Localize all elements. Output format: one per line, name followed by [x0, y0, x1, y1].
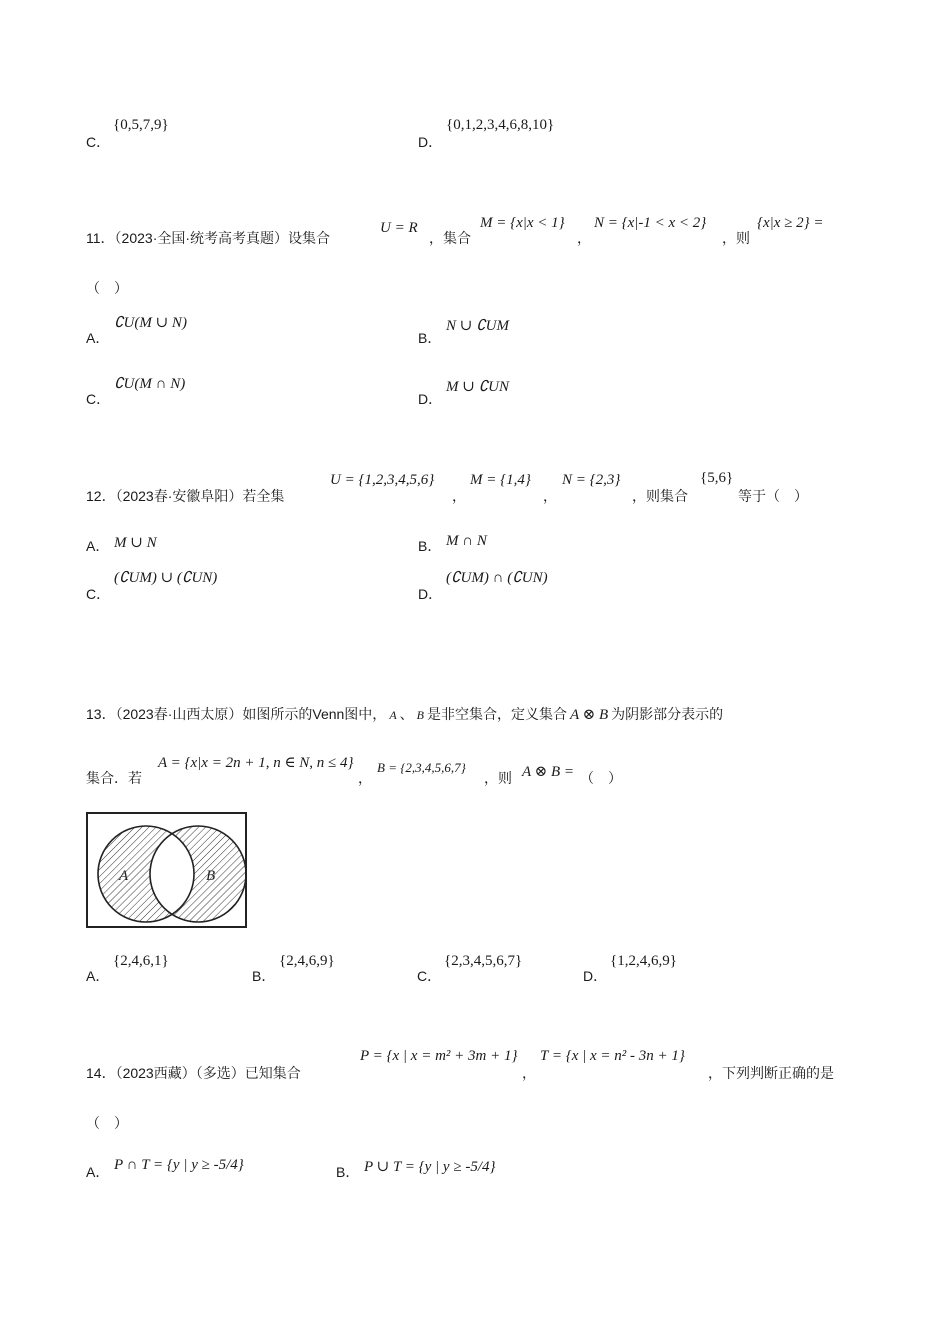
q14-answer-paren: （ ）: [86, 1115, 128, 1131]
venn-label-a: A: [119, 868, 129, 884]
q12-stem: [86, 486, 284, 506]
q12-option-d-label: D．: [418, 586, 443, 602]
q11-option-c-label: C．: [86, 391, 111, 407]
q13-option-d: {1,2,4,6,9}: [610, 953, 677, 969]
q12-option-d: (∁UM) ∩ (∁UN): [446, 570, 548, 586]
q13-venn-diagram: [86, 812, 248, 928]
q13-option-c: {2,3,4,5,6,7}: [444, 953, 523, 969]
q13-option-a: {2,4,6,1}: [113, 953, 169, 969]
q11-answer-paren: （ ）: [86, 280, 128, 296]
q13-stem-line-2: 集合．若: [86, 770, 142, 786]
q11-option-b: N ∪ ∁UM: [446, 318, 509, 334]
q13-text-1: ，: [358, 770, 372, 786]
q11-text-3: ，则: [722, 230, 750, 246]
q14-option-b: P ∪ T = {y | y ≥ -5/4}: [364, 1159, 496, 1175]
q14-stem: [86, 1063, 301, 1083]
q13-shaded-text: 为阴影部分表示的: [611, 706, 724, 722]
q11-number: 11．: [86, 230, 115, 246]
q14-set-p: P = {x | x = m² + 3m + 1}: [360, 1048, 518, 1064]
q11-source: （2023·全国·统考高考真题）设集合: [114, 230, 331, 246]
q13-set-a-symbol: A: [389, 708, 397, 722]
q13-set-a-definition: A = {x|x = 2n + 1, n ∈ N, n ≤ 4}: [158, 755, 354, 771]
q13-option-c-label: C．: [417, 968, 442, 984]
q11-option-c: ∁U(M ∩ N): [114, 376, 186, 392]
q11-universal-set: U = R: [380, 220, 418, 236]
q14-option-a: P ∩ T = {y | y ≥ -5/4}: [114, 1157, 244, 1173]
q13-source: （2023春·山西太原）如图所示的Venn图中，: [115, 706, 387, 722]
q13-text-2: ，则: [484, 770, 512, 786]
q11-option-d-label: D．: [418, 391, 443, 407]
q13-option-a-label: A．: [86, 968, 110, 984]
q11-option-a-label: A．: [86, 330, 110, 346]
q12-set-m: M = {1,4}: [470, 472, 531, 488]
q12-option-a-label: A．: [86, 538, 110, 554]
q13-option-b-label: B．: [252, 968, 276, 984]
q12-option-b-label: B．: [418, 538, 442, 554]
q12-text-3: ，则集合: [632, 488, 688, 504]
q10-option-c: {0,5,7,9}: [113, 117, 169, 133]
q14-text-1: ，: [522, 1065, 536, 1081]
q12-option-c: (∁UM) ∪ (∁UN): [114, 570, 218, 586]
q11-text-2: ，: [577, 230, 591, 246]
q12-text-1: ，: [452, 488, 466, 504]
q13-separator: 、: [399, 706, 414, 722]
q12-number: 12．: [86, 488, 116, 504]
q14-number: 14．: [86, 1065, 116, 1081]
q12-set-n: N = {2,3}: [562, 472, 621, 488]
q14-option-b-label: B．: [336, 1164, 360, 1180]
q11-option-b-label: B．: [418, 330, 442, 346]
q12-target-set: {5,6}: [700, 470, 734, 486]
q12-option-c-label: C．: [86, 586, 111, 602]
q13-option-b: {2,4,6,9}: [279, 953, 335, 969]
q13-number: 13．: [86, 706, 116, 722]
q12-option-a: M ∪ N: [114, 535, 157, 551]
q13-answer-paren: （ ）: [580, 770, 622, 786]
q13-definition-text: 是非空集合，定义集合: [427, 706, 567, 722]
q14-option-a-label: A．: [86, 1164, 110, 1180]
q11-option-d: M ∪ ∁UN: [446, 379, 509, 395]
q11-stem: [86, 228, 330, 248]
q13-stem-line-1: [86, 704, 723, 724]
q14-text-2: ，下列判断正确的是: [708, 1065, 834, 1081]
q13-option-d-label: D．: [583, 968, 608, 984]
q12-source: （2023春·安徽阜阳）若全集: [115, 488, 285, 504]
q12-text-4: 等于（ ）: [738, 488, 808, 504]
q10-option-d-label: D．: [418, 134, 443, 150]
q13-operator: A ⊗ B: [570, 707, 609, 723]
q11-text-1: ，集合: [429, 230, 471, 246]
q13-question: A ⊗ B =: [522, 764, 574, 780]
q11-set-n: N = {x|-1 < x < 2}: [594, 215, 707, 231]
q10-option-c-label: C．: [86, 134, 111, 150]
q13-set-b-symbol: B: [416, 708, 424, 722]
q11-option-a: ∁U(M ∪ N): [114, 315, 187, 331]
q14-set-t: T = {x | x = n² - 3n + 1}: [540, 1048, 685, 1064]
q12-universal-set: U = {1,2,3,4,5,6}: [330, 472, 435, 488]
q10-option-d: {0,1,2,3,4,6,8,10}: [446, 117, 555, 133]
q13-set-b-definition: B = {2,3,4,5,6,7}: [377, 760, 466, 775]
q11-target-set: {x|x ≥ 2} =: [757, 215, 824, 231]
q12-option-b: M ∩ N: [446, 533, 487, 549]
q11-set-m: M = {x|x < 1}: [480, 215, 565, 231]
venn-label-b: B: [206, 868, 216, 884]
q12-text-2: ，: [543, 488, 557, 504]
q14-source: （2023西藏）（多选）已知集合: [115, 1065, 301, 1081]
